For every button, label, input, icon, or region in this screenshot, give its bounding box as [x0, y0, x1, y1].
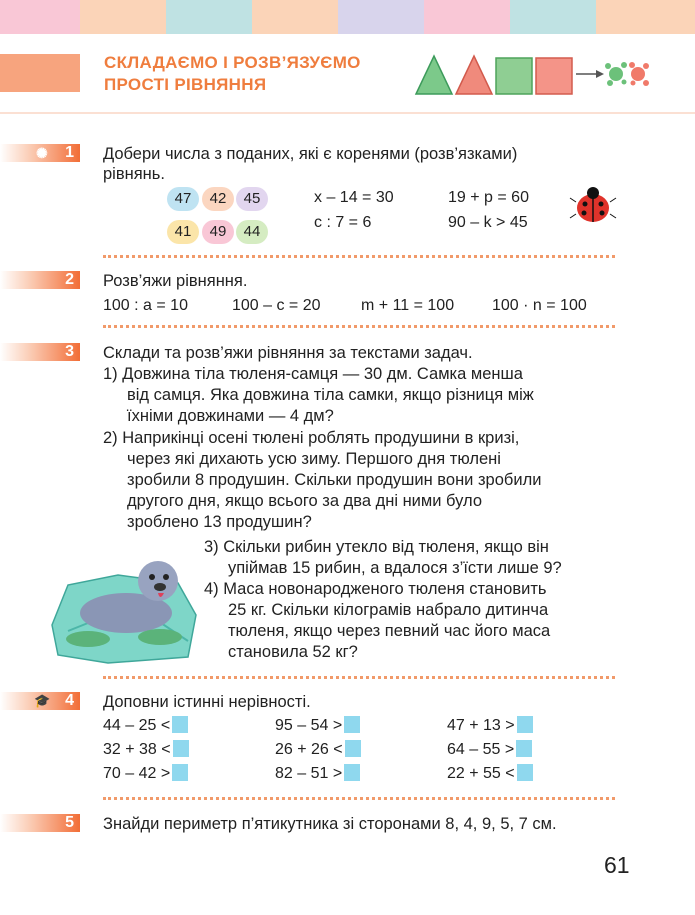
splat-icon-red — [629, 62, 649, 86]
inequality-text: 22 + 55 < — [447, 765, 515, 782]
answer-box[interactable] — [345, 740, 361, 757]
inequality-text: 26 + 26 < — [275, 741, 343, 758]
inequality-text: 47 + 13 > — [447, 717, 515, 734]
inequality — [103, 740, 189, 760]
task-3-p1-line: їхніми довжинами — 4 дм? — [127, 407, 334, 425]
equation: 100 · n = 100 — [492, 297, 587, 314]
stripe-segment — [166, 0, 252, 34]
task-5-number: 5 — [65, 814, 74, 831]
inequality-text: 32 + 38 < — [103, 741, 171, 758]
task-1-line2: рівнянь. — [103, 165, 165, 183]
equation: 100 : a = 10 — [103, 297, 188, 314]
task-3-p1-line: від самця. Яка довжина тіла самки, якщо різниця між — [127, 386, 534, 404]
inequality — [103, 716, 188, 736]
task-3-p2-line: зроблено 13 продушин? — [127, 513, 312, 531]
equation: x – 14 = 30 — [314, 189, 394, 206]
task-2-number: 2 — [65, 271, 74, 288]
task-3-number: 3 — [65, 343, 74, 360]
equation: 100 – c = 20 — [232, 297, 321, 314]
page-title — [104, 52, 361, 96]
inequality — [447, 716, 533, 736]
task-3-p4-line: 25 кг. Скільки кілограмів набрало дитинча — [228, 601, 549, 619]
inequality-text: 70 – 42 > — [103, 765, 171, 782]
task-2-marker — [0, 271, 80, 289]
title-line1: СКЛАДАЄМО І РОЗВ’ЯЗУЄМО — [104, 53, 361, 72]
task-3-p1-line: 1) Довжина тіла тюленя-самця — 30 дм. Самка менша — [103, 365, 523, 383]
task-1-number: 1 — [65, 144, 74, 161]
inequality-text: 82 – 51 > — [275, 765, 343, 782]
stripe-segment — [510, 0, 596, 34]
stripe-segment — [424, 0, 510, 34]
task-3-p4-line: становила 52 кг? — [228, 643, 358, 661]
header-divider — [0, 112, 695, 114]
task-3-p2-line: 2) Наприкінці осені тюлені роблять продушини в кризі, — [103, 429, 520, 447]
answer-box[interactable] — [516, 740, 532, 757]
graduation-cap-icon: 🎓 — [34, 693, 51, 708]
stripe-segment — [252, 0, 338, 34]
inequality-text: 64 – 55 > — [447, 741, 515, 758]
stripe-segment — [596, 0, 695, 34]
stripe-segment — [338, 0, 424, 34]
page-number: 61 — [604, 852, 630, 878]
splat-icon-green — [605, 62, 627, 86]
inequality — [275, 740, 361, 760]
task-5-marker — [0, 814, 80, 832]
stripe-segment — [80, 0, 166, 34]
inequality-text: 44 – 25 < — [103, 717, 171, 734]
stripe-segment — [0, 0, 80, 34]
task-4-marker — [0, 692, 80, 710]
header-accent-bar — [0, 54, 80, 92]
task-3-p2-line: через які дихають усю зиму. Першого дня тюлені — [127, 450, 501, 468]
answer-box[interactable] — [344, 716, 360, 733]
inequality-text: 95 – 54 > — [275, 717, 343, 734]
equation: m + 11 = 100 — [361, 297, 455, 314]
task-4-text: Доповни істинні нерівності. — [103, 693, 311, 711]
seal-illustration — [48, 545, 198, 665]
bulb-icon: ✺ — [36, 145, 48, 161]
task-3-p4-line: тюленя, якщо через певний час його маса — [228, 622, 551, 640]
inequality — [275, 764, 360, 784]
answer-box[interactable] — [173, 740, 189, 757]
number-bubble: 42 — [202, 187, 234, 211]
number-bubble: 47 — [167, 187, 199, 211]
section-divider — [103, 676, 615, 679]
section-divider — [103, 255, 615, 258]
number-bubble: 45 — [236, 187, 268, 211]
answer-box[interactable] — [172, 764, 188, 781]
equation: 19 + p = 60 — [448, 189, 529, 206]
title-line2: ПРОСТІ РІВНЯННЯ — [104, 75, 267, 94]
shapes-header-icon — [414, 52, 654, 96]
task-5-text: Знайди периметр п’ятикутника зі сторонами 8, 4, 9, 5, 7 см. — [103, 815, 557, 833]
ladybug-illustration — [568, 182, 618, 228]
answer-box[interactable] — [517, 764, 533, 781]
task-3-intro: Склади та розв’яжи рівняння за текстами задач. — [103, 344, 473, 362]
task-4-number: 4 — [65, 692, 74, 709]
task-1-line1: Добери числа з поданих, які є коренями (розв’язками) — [103, 145, 518, 163]
inequality — [275, 716, 360, 736]
number-bubble: 41 — [167, 220, 199, 244]
task-3-marker — [0, 343, 80, 361]
answer-box[interactable] — [172, 716, 188, 733]
task-2-text: Розв’яжи рівняння. — [103, 272, 248, 290]
task-1-marker — [0, 144, 80, 162]
task-3-p2-line: другого дня, якщо всього за два дні ними було — [127, 492, 483, 510]
task-3-p3-line: упіймав 15 рибин, а вдалося з’їсти лише 9? — [228, 559, 562, 577]
inequality — [447, 764, 533, 784]
inequality — [103, 764, 188, 784]
answer-box[interactable] — [517, 716, 533, 733]
task-3-p3-line: 3) Скільки рибин утекло від тюленя, якщо він — [204, 538, 549, 556]
task-3-p2-line: зробили 8 продушин. Скільки продушин вони зробили — [127, 471, 542, 489]
equation: c : 7 = 6 — [314, 214, 372, 231]
number-bubble: 49 — [202, 220, 234, 244]
answer-box[interactable] — [344, 764, 360, 781]
inequality — [447, 740, 532, 760]
section-divider — [103, 797, 615, 800]
task-3-p4-line: 4) Маса новонародженого тюленя становить — [204, 580, 547, 598]
number-bubble: 44 — [236, 220, 268, 244]
equation: 90 – k > 45 — [448, 214, 528, 231]
section-divider — [103, 325, 615, 328]
